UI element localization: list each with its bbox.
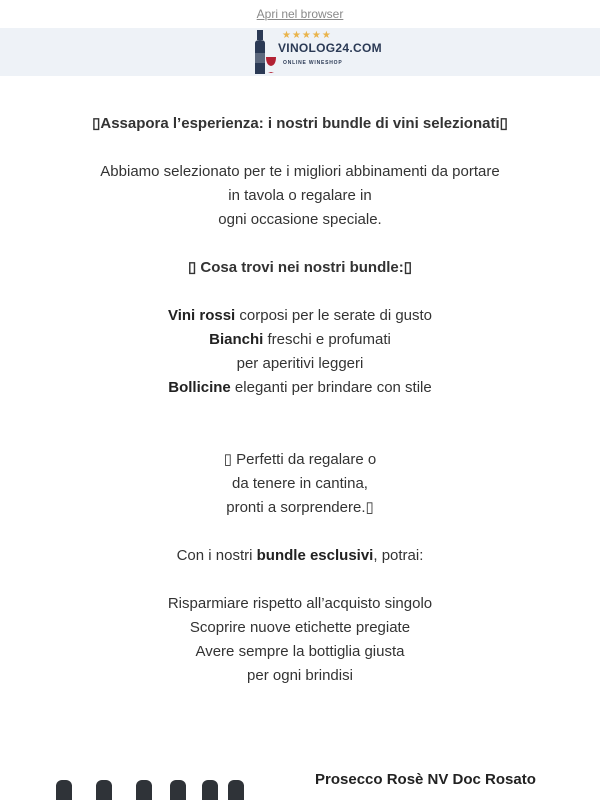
product-card[interactable] [0,760,600,800]
bottle [56,780,72,800]
bundle-whites-2: per aperitivi leggeri [236,355,364,372]
intro-text-2: in tavola o regalare in [228,187,372,204]
benefits-intro: Con i nostri bundle esclusivi, potrai: [176,547,424,564]
bottle [202,780,218,800]
benefit-4: per ogni brindisi [247,667,353,684]
header-banner [0,28,600,76]
glyph-icon: ▯ [403,259,413,276]
bundle-whites: Bianchi freschi e profumati [209,331,391,348]
top-bar [0,0,600,28]
logo-stars: ★★★★★ [282,30,332,41]
logo-name: VINOLOG24.COM [278,41,382,55]
glyph-icon: ▯ [223,451,232,468]
product-title[interactable]: Prosecco Rosè NV Doc Rosato [315,771,536,788]
intro-text-3: ogni occasione speciale. [218,211,382,228]
wine-bottle-icon [252,29,278,75]
logo-tagline: ONLINE WINESHOP [283,60,343,66]
benefit-3: Avere sempre la bottiglia giusta [195,643,405,660]
gift-text-3: pronti a sorprendere.▯ [226,499,374,516]
glyph-icon: ▯ [499,115,508,132]
benefit-1: Risparmiare rispetto all’acquisto singolo [167,595,433,612]
bottle [136,780,152,800]
gift-text-1: ▯ Perfetti da regalare o [223,451,377,468]
benefit-2: Scoprire nuove etichette pregiate [189,619,411,636]
email-body [0,76,600,688]
bundle-heading: ▯ Cosa trovi nei nostri bundle:▯ [187,259,413,276]
bundle-reds: Vini rossi corposi per le serate di gusto [167,307,433,324]
logo[interactable] [252,29,382,75]
glyph-icon: ▯ [187,259,197,276]
bottle [96,780,112,800]
gift-text-2: da tenere in cantina, [232,475,368,492]
glyph-icon: ▯ [92,115,101,132]
intro-title: ▯Assapora l’esperienza: i nostri bundle di vini selezionati▯ [92,115,508,132]
bottle [170,780,186,800]
bundle-bubbles: Bollicine eleganti per brindare con stile [168,379,432,396]
open-in-browser-link[interactable]: Apri nel browser [256,7,344,21]
bottle [228,780,244,800]
product-image[interactable] [56,780,256,800]
glyph-icon: ▯ [365,499,374,516]
intro-text-1: Abbiamo selezionato per te i migliori abbinamenti da portare [100,163,500,180]
